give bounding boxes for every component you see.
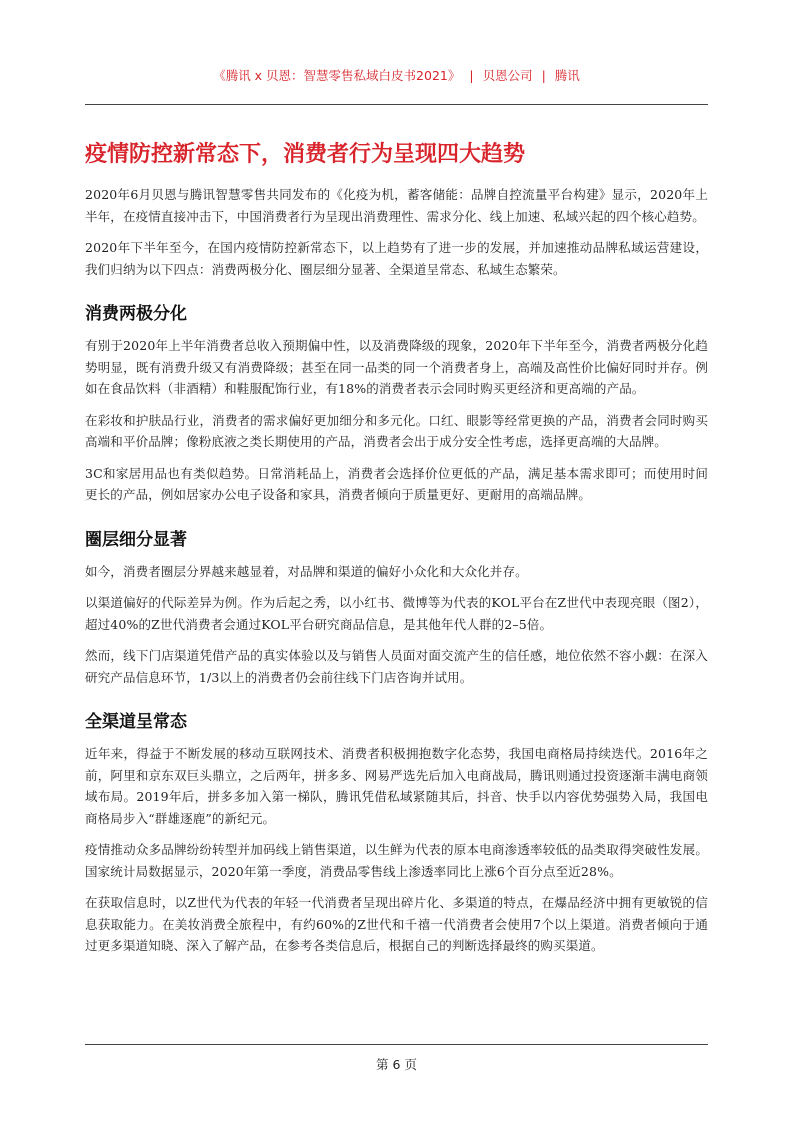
body-paragraph: 有别于2020年上半年消费者总收入预期偏中性，以及消费降级的现象，2020年下半年至今，消费者两极分化趋势明显，既有消费升级又有消费降级；甚至在同一品类的同一个消费者身上，高端及高性价比偏好同时并存。例如在食品饮料（非酒精）和鞋服配饰行业，有18%的消费者表示会同时购买更经济和更高端的产品。: [85, 338, 708, 396]
body-paragraph: 疫情推动众多品牌纷纷转型并加码线上销售渠道，以生鲜为代表的原本电商渗透率较低的品类取得突破性发展。国家统计局数据显示，2020年第一季度，消费品零售线上渗透率同比上涨6个百分点至近28%。: [85, 842, 708, 879]
page-body: [85, 140, 708, 967]
section-heading: 全渠道呈常态: [85, 712, 187, 732]
body-paragraph: 以渠道偏好的代际差异为例。作为后起之秀，以小红书、微博等为代表的KOL平台在Z世代中表现亮眼（图2），超过40%的Z世代消费者会通过KOL平台研究商品信息，是其他年代人群的2–5倍。: [85, 595, 708, 632]
page-number: 第 6 页: [376, 1057, 417, 1072]
header-separator: |: [469, 68, 474, 83]
body-paragraph: 如今，消费者圈层分界越来越显着，对品牌和渠道的偏好小众化和大众化并存。: [85, 563, 528, 579]
footer-divider: [85, 1044, 708, 1045]
header-separator: |: [541, 68, 546, 83]
header-company: 贝恩公司: [482, 68, 533, 83]
header-book-title: 《腾讯 x 贝恩：智慧零售私域白皮书2021》: [213, 68, 461, 83]
section-heading: 消费两极分化: [85, 304, 187, 324]
body-paragraph: 3C和家居用品也有类似趋势。日常消耗品上，消费者会选择价位更低的产品，满足基本需求即可；而使用时间更长的产品，例如居家办公电子设备和家具，消费者倾向于质量更好、更耐用的高端品牌。: [85, 465, 708, 502]
body-paragraph: 然而，线下门店渠道凭借产品的真实体验以及与销售人员面对面交流产生的信任感，地位依然不容小觑：在深入研究产品信息环节，1/3以上的消费者仍会前往线下门店咨询并试用。: [85, 648, 708, 685]
intro-paragraph: 2020年6月贝恩与腾讯智慧零售共同发布的《化疫为机，蓄客储能：品牌自控流量平台构建》显示，2020年上半年，在疫情直接冲击下，中国消费者行为呈现出消费理性、需求分化、线上加速、私域兴起的四个核心趋势。: [85, 187, 708, 224]
body-paragraph: 近年来，得益于不断发展的移动互联网技术、消费者积极拥抱数字化态势，我国电商格局持续迭代。2016年之前，阿里和京东双巨头鼎立，之后两年，拼多多、网易严选先后加入电商战局，腾讯则通过投资逐渐丰满电商领域布局。2019年后，拼多多加入第一梯队，腾讯凭借私域紧随其后，抖音、快手以内容优势强势入局，我国电商格局步入“群雄逐鹿”的新纪元。: [85, 746, 708, 826]
body-paragraph: 在彩妆和护肤品行业，消费者的需求偏好更加细分和多元化。口红、眼影等经常更换的产品，消费者会同时购买高端和平价品牌；像粉底液之类长期使用的产品，消费者会出于成分安全性考虑，选择更高端的大品牌。: [85, 412, 708, 449]
body-paragraph: 在获取信息时，以Z世代为代表的年轻一代消费者呈现出碎片化、多渠道的特点，在爆品经济中拥有更敏锐的信息获取能力。在美妆消费全旅程中，有约60%的Z世代和千禧一代消费者会使用7个以上渠道。消费者倾向于通过更多渠道知晓、深入了解产品，在参考各类信息后，根据自己的判断选择最终的购买渠道。: [85, 895, 708, 953]
header-divider: [85, 104, 708, 105]
section-heading: 圈层细分显著: [85, 529, 187, 550]
header-partner: 腾讯: [554, 68, 580, 83]
running-header: [85, 66, 708, 84]
intro-paragraph: 2020年下半年至今，在国内疫情防控新常态下，以上趋势有了进一步的发展，并加速推动品牌私域运营建设，我们归纳为以下四点：消费两极分化、圈层细分显著、全渠道呈常态、私域生态繁荣。: [85, 240, 708, 277]
page-title: 疫情防控新常态下，消费者行为呈现四大趋势: [85, 142, 526, 167]
